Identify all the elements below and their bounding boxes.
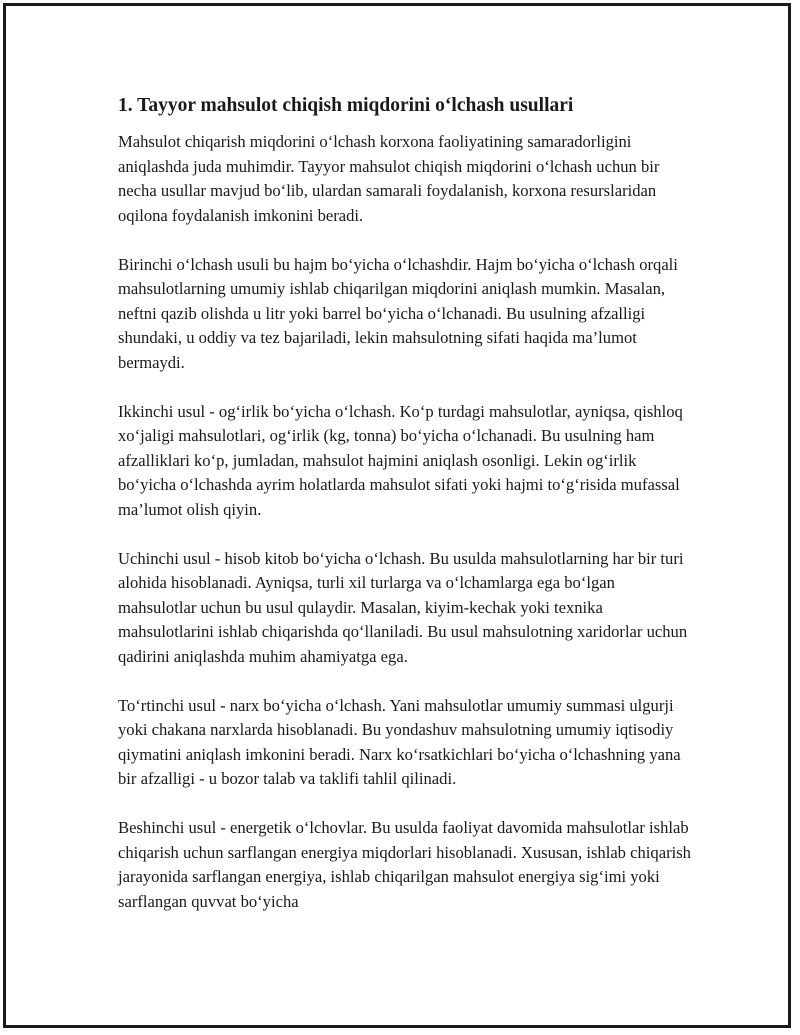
paragraph-energy-method: Beshinchi usul - energetik o‘lchovlar. Bu usulda faoliyat davomida mahsulotlar ishlab chiqarish uchun sarflangan energiya miqdorlari hisoblanadi. Xususan, ishlab chiqarish jarayonida sarflangan energiya, ishlab chiqarilgan mahsulot energiya sig‘imi yoki sarflangan quvvat bo‘yicha bbox=[118, 818, 691, 911]
section-heading: 1. Tayyor mahsulot chiqish miqdorini o‘lchash usullari bbox=[118, 95, 574, 116]
paragraph-intro: Mahsulot chiqarish miqdorini o‘lchash korxona faoliyatining samaradorligini aniqlashda juda muhimdir. Tayyor mahsulot chiqish miqdorini o‘lchash uchun bir necha usullar mavjud bo‘lib, ulardan samarali foydalanish, korxona resurslaridan oqilona foydalanish imkonini beradi. bbox=[118, 132, 660, 225]
paragraph-volume-method: Birinchi o‘lchash usuli bu hajm bo‘yicha o‘lchashdir. Hajm bo‘yicha o‘lchash orqali mahsulotlarning umumiy ishlab chiqarilgan miqdorini aniqlash mumkin. Masalan, neftni qazib olishda u litr yoki barrel bo‘yicha o‘lchanadi. Bu usulning afzalligi shundaki, u oddiy va tez bajariladi, lekin mahsulotning sifati haqida ma’lumot bermaydi. bbox=[118, 254, 678, 372]
paragraph-weight-method: Ikkinchi usul - og‘irlik bo‘yicha o‘lchash. Ko‘p turdagi mahsulotlar, ayniqsa, qishloq xo‘jaligi mahsulotlari, og‘irlik (kg, tonna) bo‘yicha o‘lchanadi. Bu usulning ham afzalliklari ko‘p, jumladan, mahsulot hajmini aniqlash osonligi. Lekin og‘irlik bo‘yicha o‘lchashda ayrim holatlarda mahsulot sifati yoki hajmi to‘g‘risida mufassal ma’lumot olish qiyin. bbox=[118, 401, 683, 519]
paragraph-count-method: Uchinchi usul - hisob kitob bo‘yicha o‘lchash. Bu usulda mahsulotlarning har bir turi alohida hisoblanadi. Ayniqsa, turli xil turlarga va o‘lchamlarga ega bo‘lgan mahsulotlar uchun bu usul qulaydir. Masalan, kiyim-kechak yoki texnika mahsulotlarini ishlab chiqarishda qo‘llaniladi. Bu usul mahsulotning xaridorlar uchun qadirini aniqlashda muhim ahamiyatga ega. bbox=[118, 548, 688, 666]
document-body bbox=[118, 94, 693, 939]
paragraph-price-method: To‘rtinchi usul - narx bo‘yicha o‘lchash. Yani mahsulotlar umumiy summasi ulgurji yoki chakana narxlarda hisoblanadi. Bu yondashuv mahsulotning umumiy iqtisodiy qiymatini aniqlash imkonini beradi. Narx ko‘rsatkichlari bo‘yicha o‘lchashning yana bir afzalligi - u bozor talab va taklifi tahlil qilinadi. bbox=[118, 695, 681, 788]
